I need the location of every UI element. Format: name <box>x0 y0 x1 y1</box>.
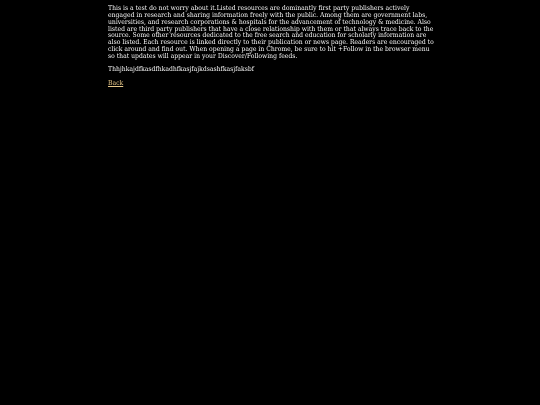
intro-paragraph: This is a test do not worry about it.Listed resources are dominantly first party publishers actively engaged in research and sharing information freely with the public. Among them are government labs, universities, and research corporations & hospitals for the advancement of technology & medicine. Also listed are third party publishers that have a close relationship with them or that always trace back to the source. Some other resources dedicated to the free search and education for scholarly information are also listed. Each resource is linked directly to their publication or news page. Readers are encouraged to click around and find out. When opening a page in Chrome, be sure to hit +Follow in the browser menu so that updates will appear in your Discover/Following feeds. <box>108 5 434 60</box>
random-text-line: Thhjhkajdfkasdfhkadhfkasjfajkdsashfkasjfaksbf <box>108 66 255 74</box>
main-content <box>108 6 434 94</box>
back-link-container <box>108 81 434 88</box>
back-link[interactable]: Back <box>108 79 124 87</box>
